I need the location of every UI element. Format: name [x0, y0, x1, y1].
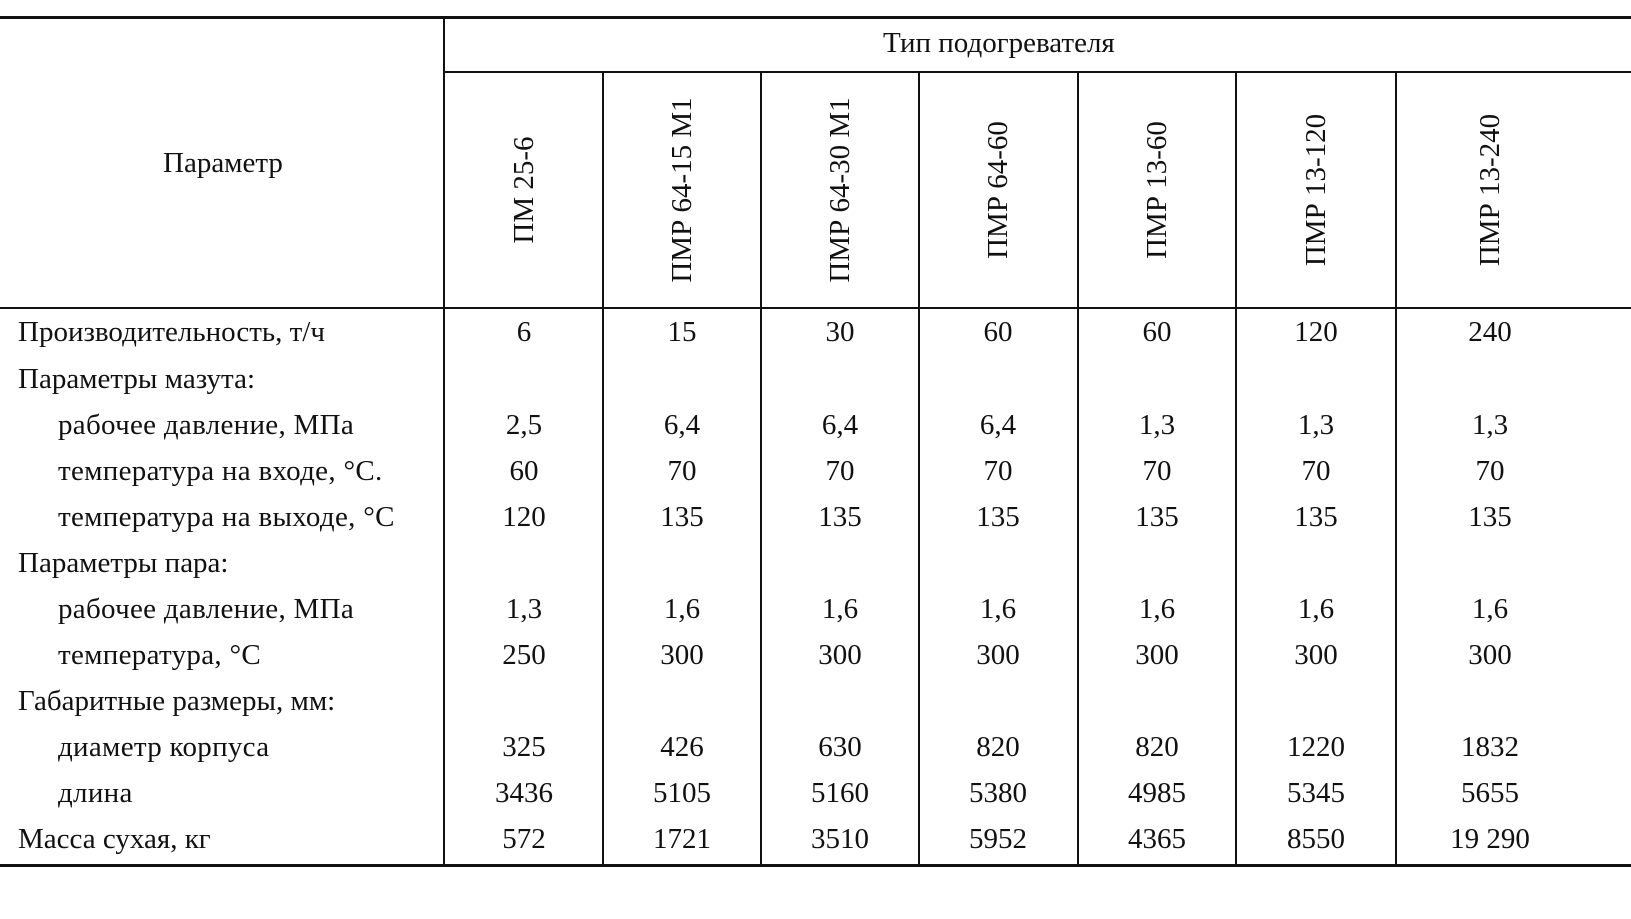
row-label: Параметры пара: [18, 547, 229, 579]
table-cell: 1832 [1461, 731, 1519, 763]
table-cell: 250 [502, 639, 546, 671]
table-cell: 135 [660, 501, 704, 533]
table-cell: 70 [1142, 455, 1172, 487]
row-label: рабочее давление, МПа [58, 409, 355, 441]
table-cell: 5105 [653, 777, 711, 809]
table-cell: 70 [667, 455, 697, 487]
table-cell: 5655 [1461, 777, 1519, 809]
type-header-pmr-13-240: ПМР 13-240 [1474, 113, 1506, 267]
table-cell: 1,6 [821, 593, 859, 625]
table-cell: 572 [502, 823, 546, 855]
row-label: Масса сухая, кг [18, 823, 211, 855]
table-cell: 1,6 [979, 593, 1017, 625]
table-cell: 135 [1135, 501, 1179, 533]
table-cell: 135 [1294, 501, 1338, 533]
table-cell: 1,3 [505, 593, 543, 625]
type-header-pmr-13-120: ПМР 13-120 [1300, 113, 1332, 267]
row-label: Параметры мазута: [18, 363, 255, 395]
table-cell: 1220 [1287, 731, 1345, 763]
table-cell: 6,4 [821, 409, 859, 441]
table-cell: 1,6 [1471, 593, 1509, 625]
row-label: температура на выходе, °С [58, 501, 395, 533]
table-cell: 70 [1475, 455, 1505, 487]
heater-type-header: Тип подогревателя [883, 27, 1115, 59]
group-header-rule [444, 71, 1631, 73]
table-cell: 135 [1468, 501, 1512, 533]
table-cell: 426 [660, 731, 704, 763]
table-cell: 1721 [653, 823, 711, 855]
table-cell: 60 [1142, 316, 1172, 348]
table-cell: 8550 [1287, 823, 1345, 855]
table-cell: 5160 [811, 777, 869, 809]
table-cell: 1,6 [1297, 593, 1335, 625]
table-cell: 70 [983, 455, 1013, 487]
table-cell: 135 [818, 501, 862, 533]
table-cell: 240 [1468, 316, 1512, 348]
table-cell: 820 [1135, 731, 1179, 763]
table-cell: 120 [502, 501, 546, 533]
table-cell: 120 [1294, 316, 1338, 348]
row-label: температура, °С [58, 639, 262, 671]
table-cell: 6 [516, 316, 532, 348]
table-cell: 1,3 [1471, 409, 1509, 441]
column-rule [918, 72, 920, 866]
table-cell: 300 [1135, 639, 1179, 671]
type-header-pm-25-6: ПМ 25-6 [508, 136, 540, 244]
table-cell: 60 [509, 455, 539, 487]
type-header-pmr-64-30-m1: ПМР 64-30 М1 [824, 97, 856, 283]
row-label: Производительность, т/ч [18, 316, 325, 348]
table-cell: 820 [976, 731, 1020, 763]
table-cell: 300 [1294, 639, 1338, 671]
table-cell: 1,3 [1138, 409, 1176, 441]
type-header-pmr-64-15-m1: ПМР 64-15 М1 [666, 97, 698, 283]
row-label: Габаритные размеры, мм: [18, 685, 336, 717]
bottom-rule [0, 864, 1631, 867]
table-cell: 70 [825, 455, 855, 487]
row-label: температура на входе, °С. [58, 455, 383, 487]
column-rule [760, 72, 762, 866]
table-cell: 15 [667, 316, 697, 348]
table-cell: 1,6 [1138, 593, 1176, 625]
table-cell: 3436 [495, 777, 553, 809]
column-rule [1235, 72, 1237, 866]
table-cell: 4985 [1128, 777, 1186, 809]
table-cell: 3510 [811, 823, 869, 855]
table-cell: 5345 [1287, 777, 1345, 809]
parameter-header: Параметр [163, 147, 283, 179]
column-rule [443, 18, 445, 866]
top-rule [0, 16, 1631, 19]
table-cell: 300 [976, 639, 1020, 671]
row-label: диаметр корпуса [58, 731, 270, 763]
header-bottom-rule [0, 307, 1631, 309]
row-label: рабочее давление, МПа [58, 593, 355, 625]
table-cell: 5380 [969, 777, 1027, 809]
table-cell: 30 [825, 316, 855, 348]
table-cell: 1,3 [1297, 409, 1335, 441]
table-cell: 300 [818, 639, 862, 671]
table-cell: 300 [1468, 639, 1512, 671]
table-cell: 19 290 [1450, 823, 1530, 855]
table-cell: 6,4 [663, 409, 701, 441]
table-cell: 5952 [969, 823, 1027, 855]
column-rule [1395, 72, 1397, 866]
table-cell: 60 [983, 316, 1013, 348]
table-cell: 630 [818, 731, 862, 763]
column-rule [1077, 72, 1079, 866]
table-cell: 70 [1301, 455, 1331, 487]
row-label: длина [58, 777, 133, 809]
column-rule [602, 72, 604, 866]
table-cell: 6,4 [979, 409, 1017, 441]
table-cell: 2,5 [505, 409, 543, 441]
table-cell: 1,6 [663, 593, 701, 625]
type-header-pmr-13-60: ПМР 13-60 [1141, 121, 1173, 259]
table-cell: 135 [976, 501, 1020, 533]
table-cell: 4365 [1128, 823, 1186, 855]
type-header-pmr-64-60: ПМР 64-60 [982, 121, 1014, 259]
table-cell: 300 [660, 639, 704, 671]
table-cell: 325 [502, 731, 546, 763]
